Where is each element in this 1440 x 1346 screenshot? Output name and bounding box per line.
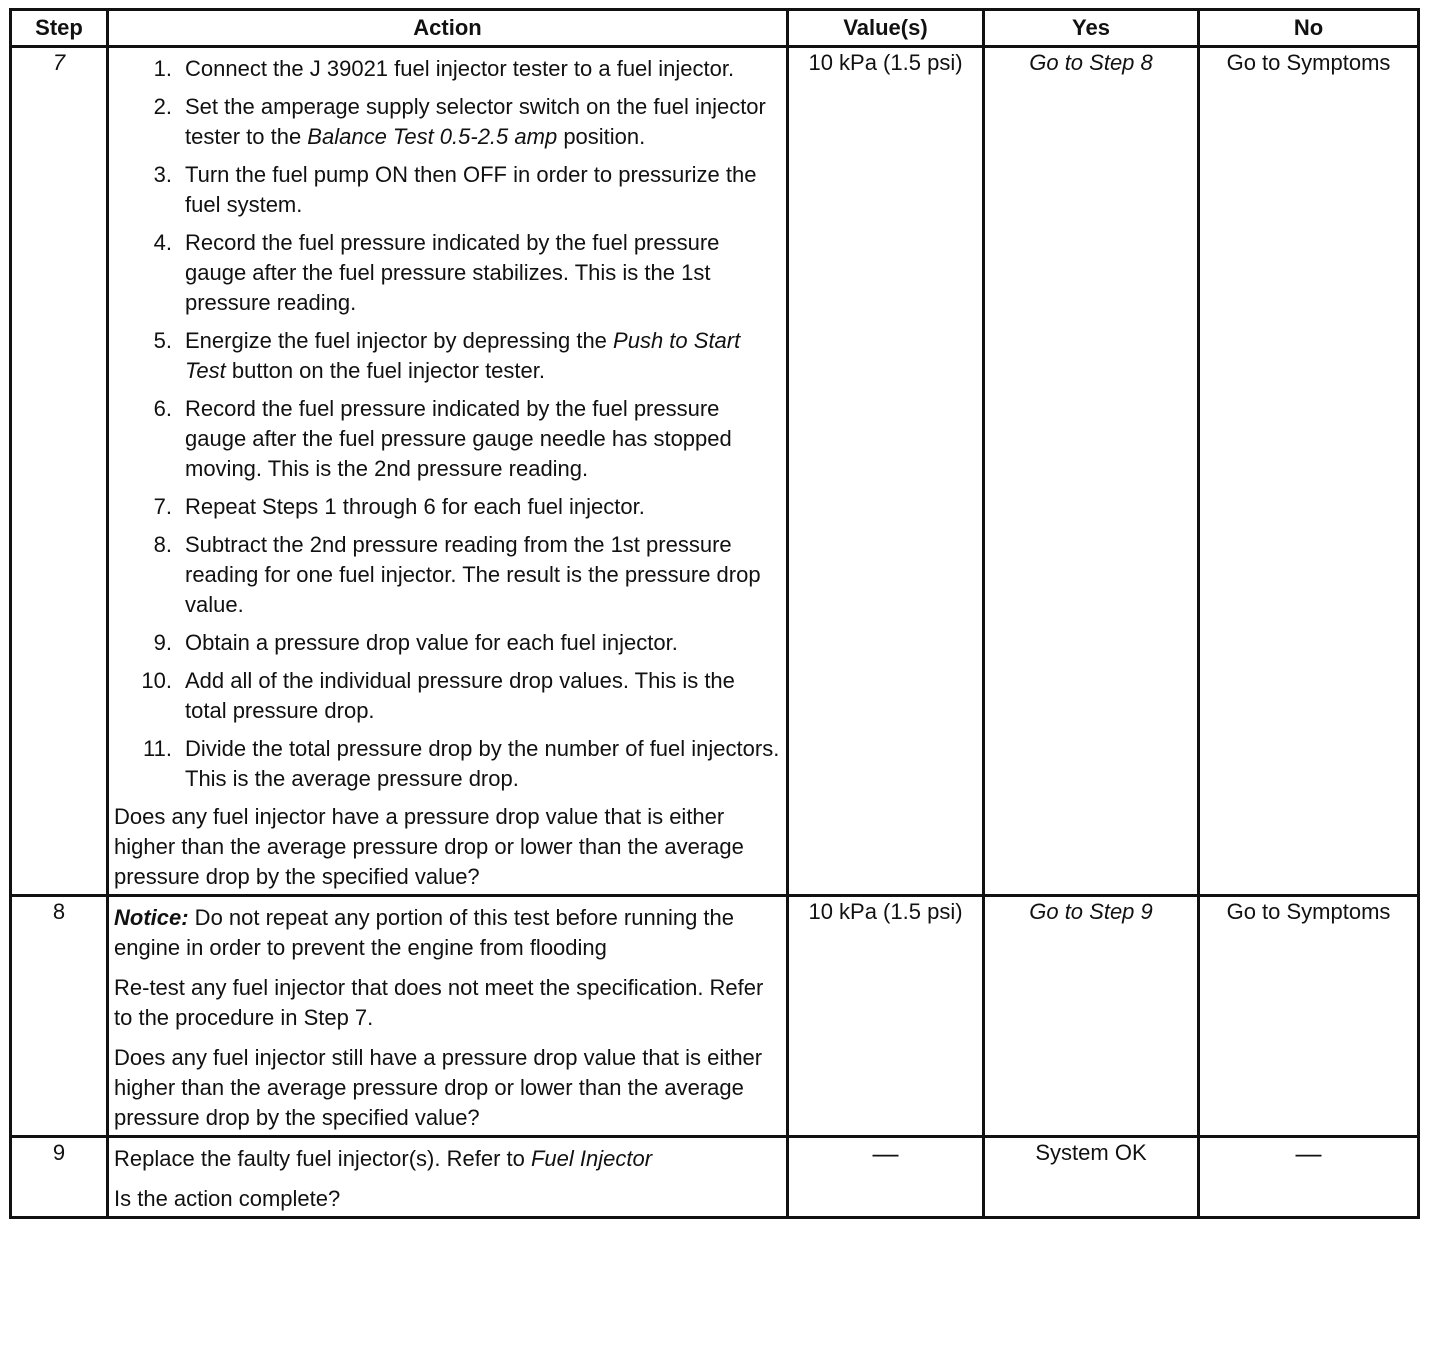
value-cell: 10 kPa (1.5 psi) [788, 47, 984, 896]
value-cell: 10 kPa (1.5 psi) [788, 896, 984, 1137]
no-cell: — [1199, 1137, 1419, 1218]
question-text: Does any fuel injector still have a pressure drop value that is either higher than the average pressure drop or lower than the average pressure drop by the specified value? [114, 1045, 763, 1130]
header-action: Action [108, 10, 788, 47]
procedure-table [9, 8, 1420, 1219]
notice-text: Notice: Do not repeat any portion of this test before running the engine in order to prevent the engine from flooding [114, 905, 735, 960]
list-item: 11. Divide the total pressure drop by the number of fuel injectors. This is the average pressure drop. [143, 736, 780, 791]
no-cell: Go to Symptoms [1199, 896, 1419, 1137]
yes-cell: Go to Step 9 [984, 896, 1199, 1137]
no-cell: Go to Symptoms [1199, 47, 1419, 896]
yes-cell: Go to Step 8 [984, 47, 1199, 896]
table-row [11, 1137, 1419, 1218]
list-item: 3. Turn the fuel pump ON then OFF in order to pressurize the fuel system. [153, 162, 757, 217]
list-item: 2. Set the amperage supply selector switch on the fuel injector tester to the Balance Test 0.5-2.5 amp position. [153, 94, 766, 149]
header-yes: Yes [984, 10, 1199, 47]
list-item: 5. Energize the fuel injector by depressing the Push to Start Test button on the fuel injector tester. [153, 328, 741, 383]
instruction-text: Re-test any fuel injector that does not meet the specification. Refer to the procedure in Step 7. [114, 975, 764, 1030]
step-number: 7 [11, 47, 108, 896]
list-item: 1. Connect the J 39021 fuel injector tester to a fuel injector. [153, 56, 735, 81]
list-item: 9. Obtain a pressure drop value for each fuel injector. [153, 630, 678, 655]
yes-cell: System OK [984, 1137, 1199, 1218]
step-number: 9 [11, 1137, 108, 1218]
step-number: 8 [11, 896, 108, 1137]
substep-list [114, 54, 782, 794]
table-row [11, 896, 1419, 1137]
instruction-text: Replace the faulty fuel injector(s). Refer to Fuel Injector [114, 1146, 653, 1171]
list-item: 6. Record the fuel pressure indicated by the fuel pressure gauge after the fuel pressure gauge needle has stopped moving. This is the 2nd pressure reading. [153, 396, 732, 481]
list-item: 10. Add all of the individual pressure drop values. This is the total pressure drop. [141, 668, 735, 723]
action-cell [108, 47, 788, 896]
table-row [11, 47, 1419, 896]
question-text: Is the action complete? [114, 1186, 341, 1211]
value-cell: — [788, 1137, 984, 1218]
action-cell [108, 896, 788, 1137]
header-values: Value(s) [788, 10, 984, 47]
list-item: 8. Subtract the 2nd pressure reading from the 1st pressure reading for one fuel injector. The result is the pressure drop value. [153, 532, 761, 617]
header-no: No [1199, 10, 1419, 47]
header-step: Step [11, 10, 108, 47]
question-text: Does any fuel injector have a pressure drop value that is either higher than the average pressure drop or lower than the average pressure drop by the specified value? [114, 804, 744, 889]
list-item: 7. Repeat Steps 1 through 6 for each fuel injector. [153, 494, 645, 519]
list-item: 4. Record the fuel pressure indicated by the fuel pressure gauge after the fuel pressure stabilizes. This is the 1st pressure reading. [153, 230, 720, 315]
header-row [11, 10, 1419, 47]
action-cell [108, 1137, 788, 1218]
